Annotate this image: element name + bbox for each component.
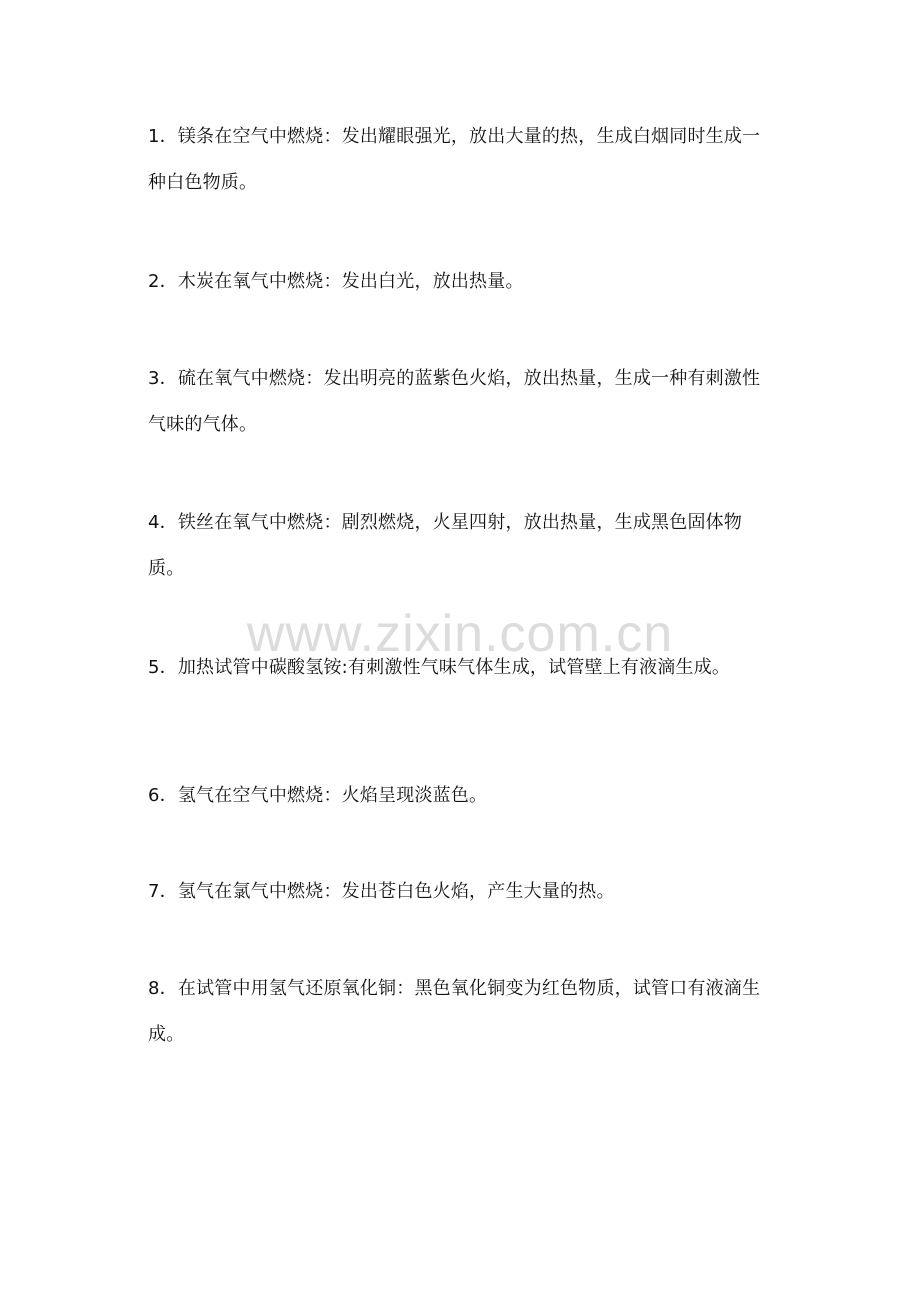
paragraph-8: 8．在试管中用氢气还原氧化铜：黑色氧化铜变为红色物质，试管口有液滴生成。 <box>148 978 761 1045</box>
paragraph-1: 1．镁条在空气中燃烧：发出耀眼强光，放出大量的热，生成白烟同时生成一种白色物质。 <box>148 126 761 193</box>
paragraph-3: 3．硫在氧气中燃烧：发出明亮的蓝紫色火焰，放出热量，生成一种有刺激性气味的气体。 <box>148 368 761 435</box>
paragraph-4: 4．铁丝在氧气中燃烧：剧烈燃烧，火星四射，放出热量，生成黑色固体物质。 <box>148 512 743 579</box>
paragraph-5: 5．加热试管中碳酸氢铵:有刺激性气味气体生成，试管壁上有液滴生成。 <box>148 657 731 678</box>
paragraph-2: 2．木炭在氧气中燃烧：发出白光，放出热量。 <box>148 271 524 292</box>
watermark: www.zixin.com.cn <box>246 605 674 663</box>
paragraph-6: 6．氢气在空气中燃烧：火焰呈现淡蓝色。 <box>148 785 488 806</box>
paragraph-7: 7．氢气在氯气中燃烧：发出苍白色火焰，产生大量的热。 <box>148 881 615 902</box>
